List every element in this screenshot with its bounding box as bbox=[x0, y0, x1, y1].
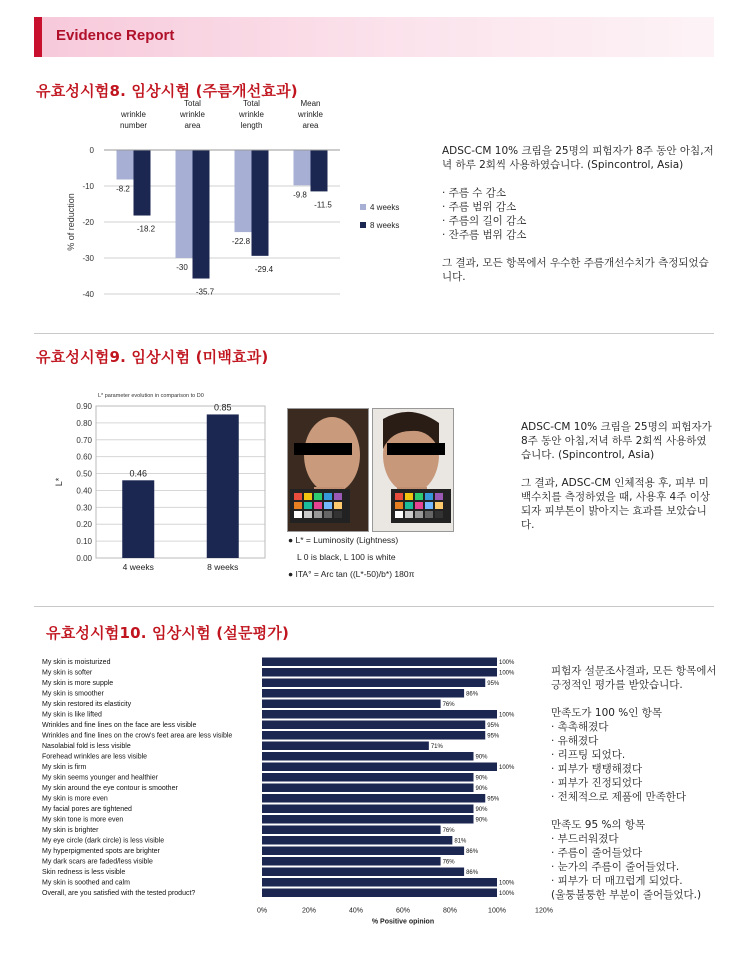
bullet-item: · 주름 수 감소 bbox=[442, 187, 507, 199]
bar-4-weeks bbox=[117, 150, 134, 180]
data-label: -30 bbox=[176, 263, 188, 272]
bar-4-weeks bbox=[235, 150, 252, 232]
bar bbox=[262, 857, 441, 866]
list-item: · 피부가 진정되었다 bbox=[551, 777, 643, 789]
y-tick-label: -20 bbox=[82, 218, 94, 227]
bar-4-weeks bbox=[176, 150, 193, 258]
row-label: My skin is brighter bbox=[42, 827, 99, 834]
bar bbox=[262, 773, 474, 782]
list-item: · 유해졌다 bbox=[551, 735, 599, 747]
bar bbox=[262, 878, 497, 887]
category-label: wrinkle bbox=[239, 110, 264, 119]
bar bbox=[262, 815, 474, 824]
row-label: My skin around the eye contour is smoother bbox=[42, 785, 178, 792]
row-label: My skin is more even bbox=[42, 795, 108, 803]
bullet-item: · 주름 범위 감소 bbox=[442, 201, 517, 213]
bar-8-weeks bbox=[252, 150, 269, 256]
bar bbox=[262, 784, 474, 793]
y-tick-label: 0.20 bbox=[76, 520, 92, 530]
note-scale: L 0 is black, L 100 is white bbox=[297, 552, 396, 562]
section-divider bbox=[34, 606, 714, 607]
x-tick-label: 0% bbox=[256, 907, 268, 915]
section-9-intro: ADSC-CM 10% 크림을 25명의 피험자가 8주 동안 아침,저녁 하루 2회씩 사용하였습니다. (Spincontrol, Asia) bbox=[521, 421, 712, 461]
category-label: number bbox=[119, 121, 148, 130]
list-item: · 피부가 더 매끄럽게 되었다. bbox=[551, 875, 683, 887]
row-label: My skin tone is more even bbox=[42, 816, 124, 824]
bar bbox=[122, 480, 154, 558]
data-label: -29.4 bbox=[254, 264, 274, 274]
category-label: area bbox=[302, 121, 319, 130]
data-label: 76% bbox=[442, 828, 455, 834]
x-tick-label: 80% bbox=[442, 907, 458, 915]
bar bbox=[262, 794, 485, 803]
row-label: My skin is softer bbox=[42, 669, 93, 677]
data-label: 86% bbox=[466, 691, 479, 698]
list-item: · 리프팅 되었다. bbox=[551, 749, 626, 761]
data-label: -22.8 bbox=[231, 237, 251, 247]
bar bbox=[262, 721, 485, 730]
row-label: Skin redness is less visible bbox=[42, 869, 126, 876]
section-8-bullets bbox=[442, 186, 714, 242]
y-tick-label: 0.90 bbox=[76, 402, 92, 411]
data-label: 100% bbox=[499, 880, 515, 887]
row-label: Wrinkles and fine lines on the crow's feet area are less visible bbox=[42, 732, 233, 740]
row-label: Overall, are you satisfied with the tested product? bbox=[42, 890, 196, 897]
data-label: 100% bbox=[499, 765, 515, 771]
row-label: My skin is like lifted bbox=[42, 711, 102, 719]
data-label: -35.7 bbox=[195, 287, 215, 297]
row-label: My skin restored its elasticity bbox=[42, 701, 132, 708]
bar bbox=[262, 742, 429, 751]
data-label: 90% bbox=[475, 775, 488, 782]
y-tick-label: 0.60 bbox=[76, 452, 92, 462]
y-axis-label: % of reduction bbox=[66, 193, 76, 251]
lab-notes bbox=[288, 532, 414, 583]
row-label: My skin is smoother bbox=[42, 690, 104, 698]
section-8-title: 유효성시험8. 임상시험 (주름개선효과) bbox=[36, 82, 298, 100]
data-label: 90% bbox=[475, 754, 488, 761]
category-label: wrinkle bbox=[298, 110, 323, 119]
x-tick-label: 100% bbox=[488, 907, 506, 915]
row-label: My skin is moisturized bbox=[42, 659, 111, 666]
section-10-text bbox=[551, 664, 721, 916]
row-label: Wrinkles and fine lines on the face are less visible bbox=[42, 722, 197, 729]
data-label: 95% bbox=[487, 681, 500, 687]
bar bbox=[262, 752, 474, 761]
data-label: 95% bbox=[487, 723, 500, 729]
legend-label: 4 weeks bbox=[370, 203, 400, 212]
survey-opinion-chart bbox=[38, 652, 553, 944]
bar bbox=[262, 658, 497, 667]
data-label: 100% bbox=[499, 891, 515, 897]
data-label: 90% bbox=[475, 807, 488, 813]
bar bbox=[262, 731, 485, 740]
row-label: My skin is firm bbox=[42, 764, 87, 771]
bar bbox=[262, 700, 441, 709]
data-label: -9.8 bbox=[293, 190, 307, 200]
y-tick-label: 0.80 bbox=[76, 418, 92, 428]
data-label: 76% bbox=[442, 702, 455, 708]
group-100-title: 만족도가 100 %인 항목 bbox=[551, 707, 663, 719]
list-item: · 부드러워졌다 bbox=[551, 833, 619, 845]
legend-swatch bbox=[360, 222, 366, 228]
bar bbox=[262, 868, 464, 877]
bar-4-weeks bbox=[294, 150, 311, 185]
row-label: My facial pores are tightened bbox=[42, 806, 132, 813]
face-photo-after bbox=[372, 408, 454, 532]
data-label: 95% bbox=[487, 733, 500, 740]
bar bbox=[262, 689, 464, 698]
luminosity-chart bbox=[50, 386, 270, 576]
group-95-list bbox=[551, 832, 721, 902]
x-tick-label: 8 weeks bbox=[207, 562, 239, 572]
bar-8-weeks bbox=[193, 150, 210, 279]
y-tick-label: -40 bbox=[82, 290, 94, 299]
row-label: Nasolabial fold is less visible bbox=[42, 743, 131, 750]
group-100-list bbox=[551, 720, 721, 804]
bar bbox=[262, 763, 497, 772]
row-label: My skin seems younger and healthier bbox=[42, 774, 158, 782]
bar bbox=[262, 710, 497, 719]
section-9-title: 유효성시험9. 임상시험 (미백효과) bbox=[36, 348, 269, 366]
section-8-conclusion: 그 결과, 모든 항목에서 우수한 주름개선수치가 측정되었습니다. bbox=[442, 257, 709, 283]
y-tick-label: 0 bbox=[89, 146, 94, 155]
data-label: 81% bbox=[454, 838, 467, 845]
data-label: 76% bbox=[442, 859, 455, 866]
data-label: -11.5 bbox=[314, 200, 332, 210]
data-label: 100% bbox=[499, 660, 515, 666]
bullet-item: · 주름의 길이 감소 bbox=[442, 215, 527, 227]
category-label: wrinkle bbox=[121, 110, 146, 119]
x-tick-label: 60% bbox=[395, 907, 411, 915]
bar bbox=[262, 847, 464, 856]
y-tick-label: 0.70 bbox=[76, 435, 92, 445]
data-label: 0.46 bbox=[129, 468, 148, 479]
bar bbox=[262, 805, 474, 814]
header-accent-stripe bbox=[34, 17, 42, 57]
section-8-intro: ADSC-CM 10% 크림을 25명의 피험자가 8주 동안 아침,저녁 하루 2회씩 사용하였습니다. (Spincontrol, Asia) bbox=[442, 145, 714, 171]
data-label: 90% bbox=[475, 817, 488, 824]
section-10-intro: 피험자 설문조사결과, 모든 항목에서 긍정적인 평가를 받았습니다. bbox=[551, 665, 717, 691]
y-tick-label: 0.00 bbox=[76, 554, 92, 563]
x-axis-label: % Positive opinion bbox=[371, 918, 435, 926]
section-8-text bbox=[442, 144, 714, 298]
bar bbox=[262, 668, 497, 677]
section-10-title: 유효성시험10. 임상시험 (설문평가) bbox=[46, 624, 290, 642]
list-item: · 눈가의 주름이 줄어들었다. bbox=[551, 861, 680, 873]
category-label: length bbox=[240, 121, 263, 130]
row-label: Forehead wrinkles are less visible bbox=[42, 753, 148, 761]
data-label: -8.2 bbox=[116, 184, 130, 194]
list-item: · 촉촉해졌다 bbox=[551, 721, 609, 733]
row-label: My dark scars are faded/less visible bbox=[42, 858, 153, 866]
face-photo-before bbox=[287, 408, 369, 532]
row-label: My hyperpigmented spots are brighter bbox=[42, 848, 160, 855]
bar-8-weeks bbox=[134, 150, 151, 216]
y-tick-label: 0.10 bbox=[76, 537, 92, 547]
data-label: 95% bbox=[487, 796, 500, 803]
bullet-item: · 잔주름 범위 감소 bbox=[442, 229, 527, 241]
bar bbox=[262, 889, 497, 898]
data-label: 86% bbox=[466, 849, 479, 855]
data-label: -18.2 bbox=[136, 224, 156, 234]
bar bbox=[262, 826, 441, 835]
x-tick-label: 20% bbox=[301, 907, 317, 915]
y-tick-label: -30 bbox=[82, 254, 94, 263]
y-tick-label: 0.50 bbox=[76, 469, 92, 479]
section-9-text bbox=[521, 420, 713, 546]
bar bbox=[207, 414, 239, 558]
bar bbox=[262, 836, 452, 845]
data-label: 100% bbox=[499, 712, 515, 719]
note-ita: ● ITA° = Arc tan ((L*-50)/b*) 180π bbox=[288, 569, 415, 579]
category-label: area bbox=[184, 121, 201, 130]
list-item: · 피부가 탱탱해졌다 bbox=[551, 763, 643, 775]
x-tick-label: 120% bbox=[535, 907, 553, 915]
y-tick-label: 0.30 bbox=[76, 503, 92, 513]
bar-8-weeks bbox=[311, 150, 328, 191]
data-label: 0.85 bbox=[213, 402, 232, 413]
legend-label: 8 weeks bbox=[370, 221, 400, 230]
row-label: My skin is more supple bbox=[42, 680, 114, 687]
y-axis-label: L* bbox=[54, 477, 64, 487]
data-label: 71% bbox=[430, 744, 443, 750]
bar bbox=[262, 679, 485, 688]
chart-title: L* parameter evolution in comparison to D0 bbox=[98, 393, 204, 399]
category-label: Total bbox=[184, 99, 201, 108]
plot-frame bbox=[96, 406, 265, 558]
category-label: wrinkle bbox=[180, 110, 205, 119]
y-tick-label: 0.40 bbox=[76, 486, 92, 496]
category-label: Mean bbox=[300, 99, 321, 108]
section-9-conclusion: 그 결과, ADSC-CM 인체적용 후, 피부 미백수치를 측정하였을 때, 사용후 4주 이상되자 피부톤이 밝아지는 효과를 보았습니다. bbox=[521, 477, 710, 531]
data-label: 86% bbox=[466, 870, 479, 876]
legend-swatch bbox=[360, 204, 366, 210]
wrinkle-reduction-chart bbox=[60, 99, 430, 306]
category-label: Total bbox=[243, 99, 260, 108]
row-label: My eye circle (dark circle) is less visible bbox=[42, 837, 165, 845]
group-95-title: 만족도 95 %의 항목 bbox=[551, 819, 646, 831]
note-luminosity: ● L* = Luminosity (Lightness) bbox=[288, 535, 399, 545]
section-divider bbox=[34, 333, 714, 334]
x-tick-label: 40% bbox=[348, 907, 364, 915]
row-label: My skin is soothed and calm bbox=[42, 879, 130, 887]
y-tick-label: -10 bbox=[82, 182, 94, 191]
list-item: · 주름이 줄어들었다 bbox=[551, 847, 643, 859]
data-label: 90% bbox=[475, 786, 488, 792]
header-title: Evidence Report bbox=[56, 27, 175, 44]
data-label: 100% bbox=[499, 670, 515, 677]
list-item: (울퉁불퉁한 부분이 줄어들었다.) bbox=[551, 889, 702, 901]
x-tick-label: 4 weeks bbox=[122, 562, 154, 572]
list-item: · 전체적으로 제품에 만족한다 bbox=[551, 791, 687, 803]
